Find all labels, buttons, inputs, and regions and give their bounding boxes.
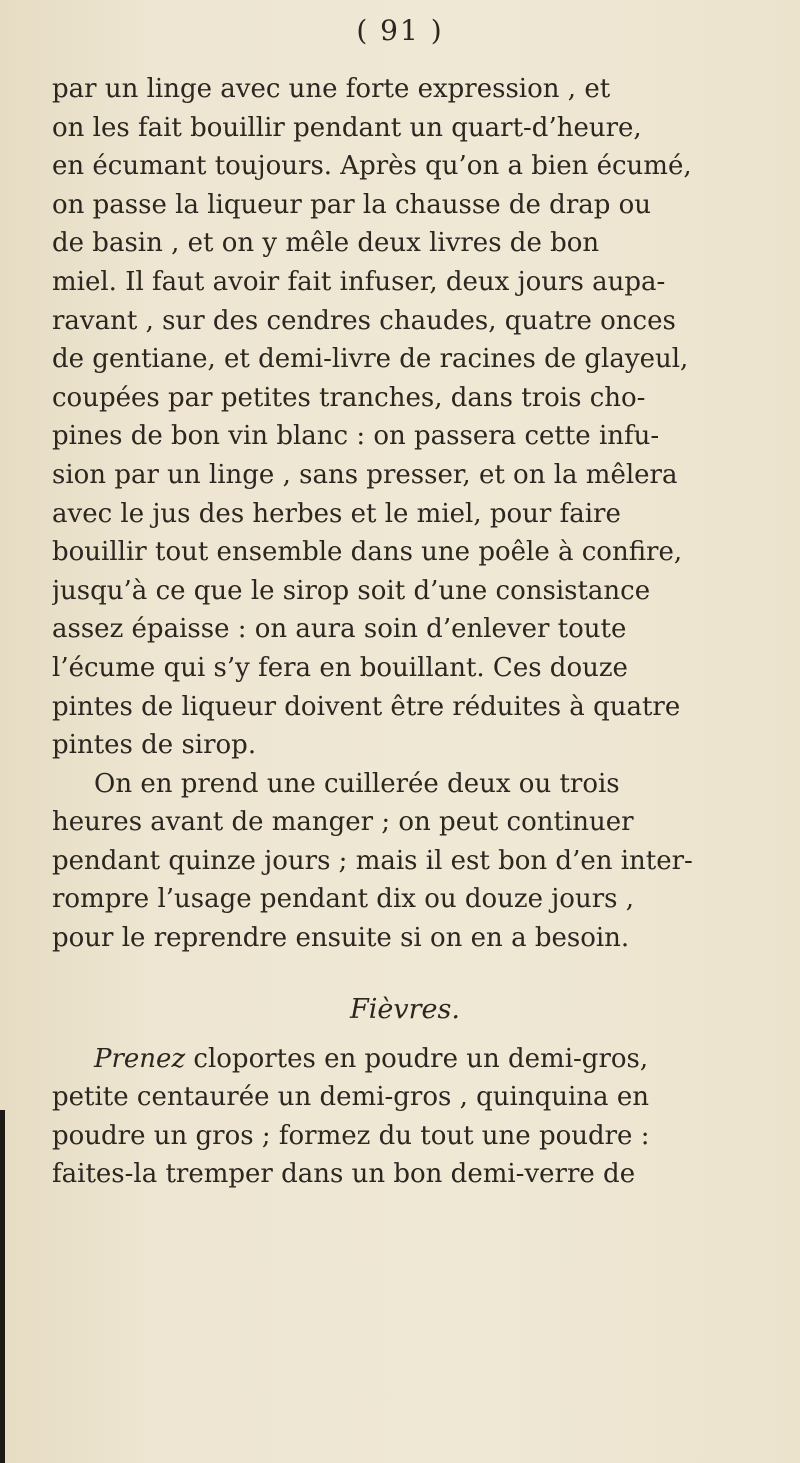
text-line: petite centaurée un demi-gros , quinquina en	[52, 1082, 649, 1113]
text-line: par un linge avec une forte expression , et	[52, 74, 611, 104]
text-line: On en prend une cuillerée deux ou trois	[94, 768, 620, 799]
text-line: l’écume qui s’y fera en bouillant. Ces douze	[52, 652, 628, 683]
text-line: en écumant toujours. Après qu’on a bien écumé,	[52, 151, 692, 182]
text-line-rest: cloportes en poudre un demi-gros,	[185, 1043, 649, 1074]
text-line: faites-la tremper dans un bon demi-verre de	[52, 1159, 636, 1190]
text-line: assez épaisse : on aura soin d’enlever toute	[52, 614, 627, 645]
text-line: on les fait bouillir pendant un quart-d’heure,	[52, 112, 642, 143]
italic-word: Prenez	[94, 1043, 186, 1074]
text-line: de gentiane, et demi-livre de racines de glayeul,	[52, 344, 689, 375]
paragraph-dosage	[52, 765, 788, 958]
page-number: ( 91 )	[356, 14, 444, 47]
text-line: jusqu’à ce que le sirop soit d’une consistance	[52, 575, 651, 606]
text-line: avec le jus des herbes et le miel, pour faire	[52, 498, 621, 529]
text-line: ravant , sur des cendres chaudes, quatre onces	[52, 305, 676, 336]
text-line: pintes de liqueur doivent être réduites à quatre	[52, 691, 681, 722]
text-line: miel. Il faut avoir fait infuser, deux jours aupa-	[52, 266, 666, 297]
text-line: on passe la liqueur par la chausse de drap ou	[52, 189, 652, 220]
text-line: pintes de sirop.	[52, 730, 257, 761]
text-line: rompre l’usage pendant dix ou douze jours ,	[52, 884, 635, 915]
page-binding-shadow	[0, 1110, 5, 1463]
text-line: pour le reprendre ensuite si on en a besoin.	[52, 923, 630, 954]
text-line: sion par un linge , sans presser, et on la mêlera	[52, 459, 678, 490]
paragraph-recipe-continuation	[52, 70, 788, 765]
text-line: coupées par petites tranches, dans trois cho-	[52, 382, 646, 413]
paragraph-fievres-recipe	[52, 1040, 788, 1194]
text-line: de basin , et on y mêle deux livres de bon	[52, 228, 600, 259]
page-body	[52, 70, 788, 1194]
section-heading-fievres: Fièvres.	[350, 993, 460, 1025]
text-line	[52, 1040, 788, 1079]
text-line: heures avant de manger ; on peut continuer	[52, 807, 634, 838]
text-line: pines de bon vin blanc : on passera cette infu-	[52, 421, 660, 452]
text-line: bouillir tout ensemble dans une poêle à confire,	[52, 537, 683, 568]
text-line: pendant quinze jours ; mais il est bon d’en inter-	[52, 845, 693, 876]
text-line: poudre un gros ; formez du tout une poudre :	[52, 1120, 650, 1151]
